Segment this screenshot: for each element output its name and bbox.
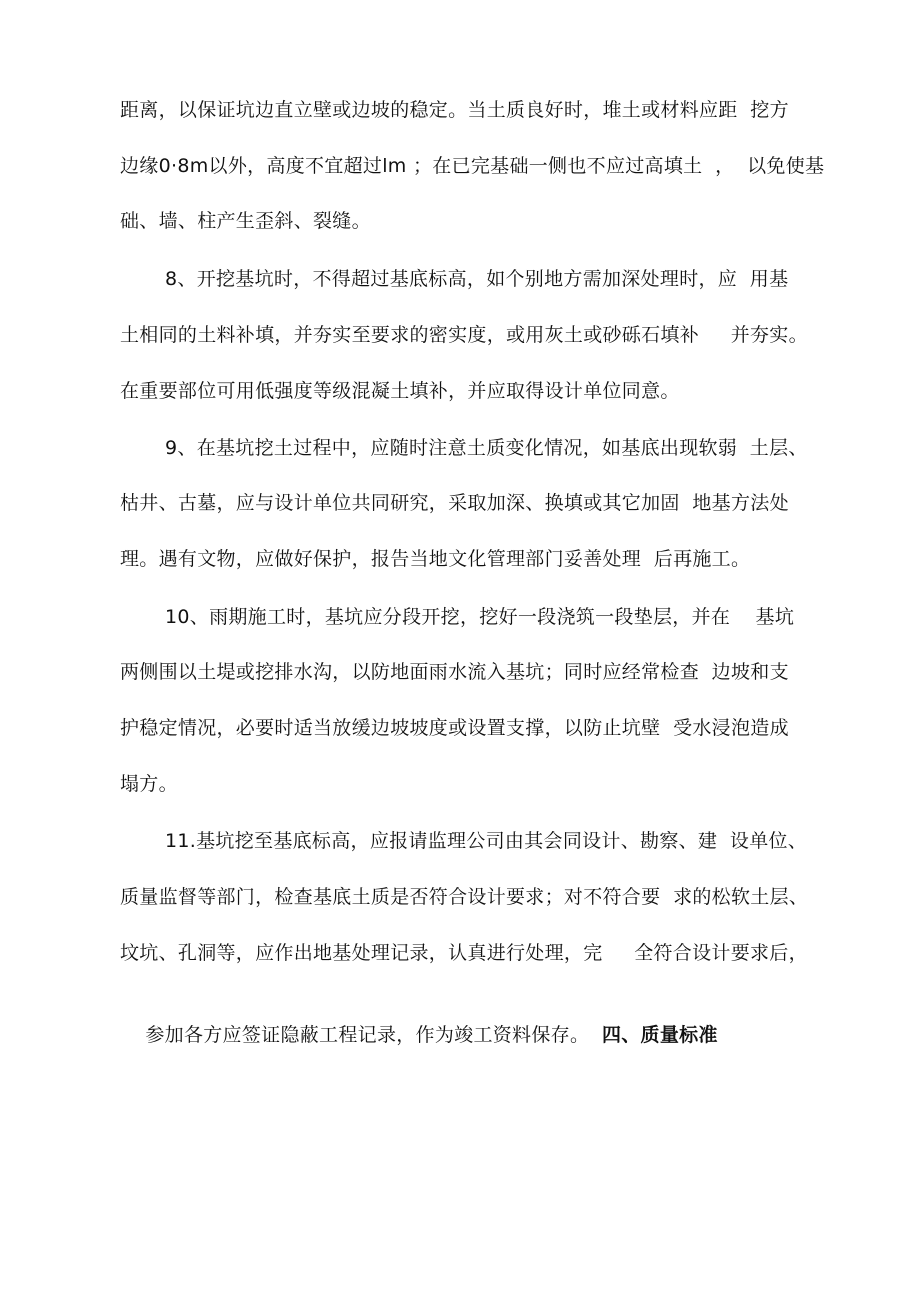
paragraph-line: 枯井、古墓，应与设计单位共同研究，采取加深、换填或其它加固 地基方法处 [120, 492, 789, 514]
paragraph-line: 距离，以保证坑边直立壁或边坡的稳定。当土质良好时，堆土或材料应距 挖方 [120, 99, 789, 121]
paragraph-line: 护稳定情况，必要时适当放缓边坡坡度或设置支撑，以防止坑壁 受水浸泡造成 [120, 717, 789, 739]
paragraph-line: 质量监督等部门，检查基底土质是否符合设计要求；对不符合要 求的松软土层、 [120, 886, 809, 908]
paragraph-line: 11.基坑挖至基底标高，应报请监理公司由其会同设计、勘察、建 设单位、 [165, 830, 808, 852]
paragraph-line: 两侧围以土堤或挖排水沟，以防地面雨水流入基坑；同时应经常检查 边坡和支 [120, 661, 789, 683]
paragraph-line [0, 996, 920, 1074]
paragraph-line: 理。遇有文物，应做好保护，报告当地文化管理部门妥善处理 后再施工。 [120, 548, 751, 570]
paragraph-text: 参加各方应签证隐蔽工程记录，作为竣工资料保存。 [145, 1024, 590, 1046]
paragraph-line: 在重要部位可用低强度等级混凝土填补，并应取得设计单位同意。 [120, 380, 680, 402]
paragraph-line: 8、开挖基坑时，不得超过基底标高，如个别地方需加深处理时，应 用基 [165, 268, 789, 290]
paragraph-line: 边缘0·8m以外，高度不宜超过lm ；在已完基础一侧也不应过高填土 ， 以免使基 [120, 155, 825, 177]
paragraph-line: 塌方。 [120, 773, 178, 795]
section-heading: 四、质量标准 [601, 1024, 718, 1046]
paragraph-line: 坟坑、孔洞等，应作出地基处理记录，认真进行处理，完 全符合设计要求后， [120, 942, 808, 964]
paragraph-line: 础、墙、柱产生歪斜、裂缝。 [120, 210, 371, 232]
paragraph-line: 10、雨期施工时，基坑应分段开挖，挖好一段浇筑一段垫层，并在 基坑 [165, 606, 795, 628]
spacer [589, 1024, 602, 1046]
paragraph-line: 土相同的土料补填，并夯实至要求的密实度，或用灰土或砂砾石填补 并夯实。 [120, 324, 808, 346]
paragraph-line: 9、在基坑挖土过程中，应随时注意土质变化情况，如基底出现软弱 土层、 [165, 437, 808, 459]
